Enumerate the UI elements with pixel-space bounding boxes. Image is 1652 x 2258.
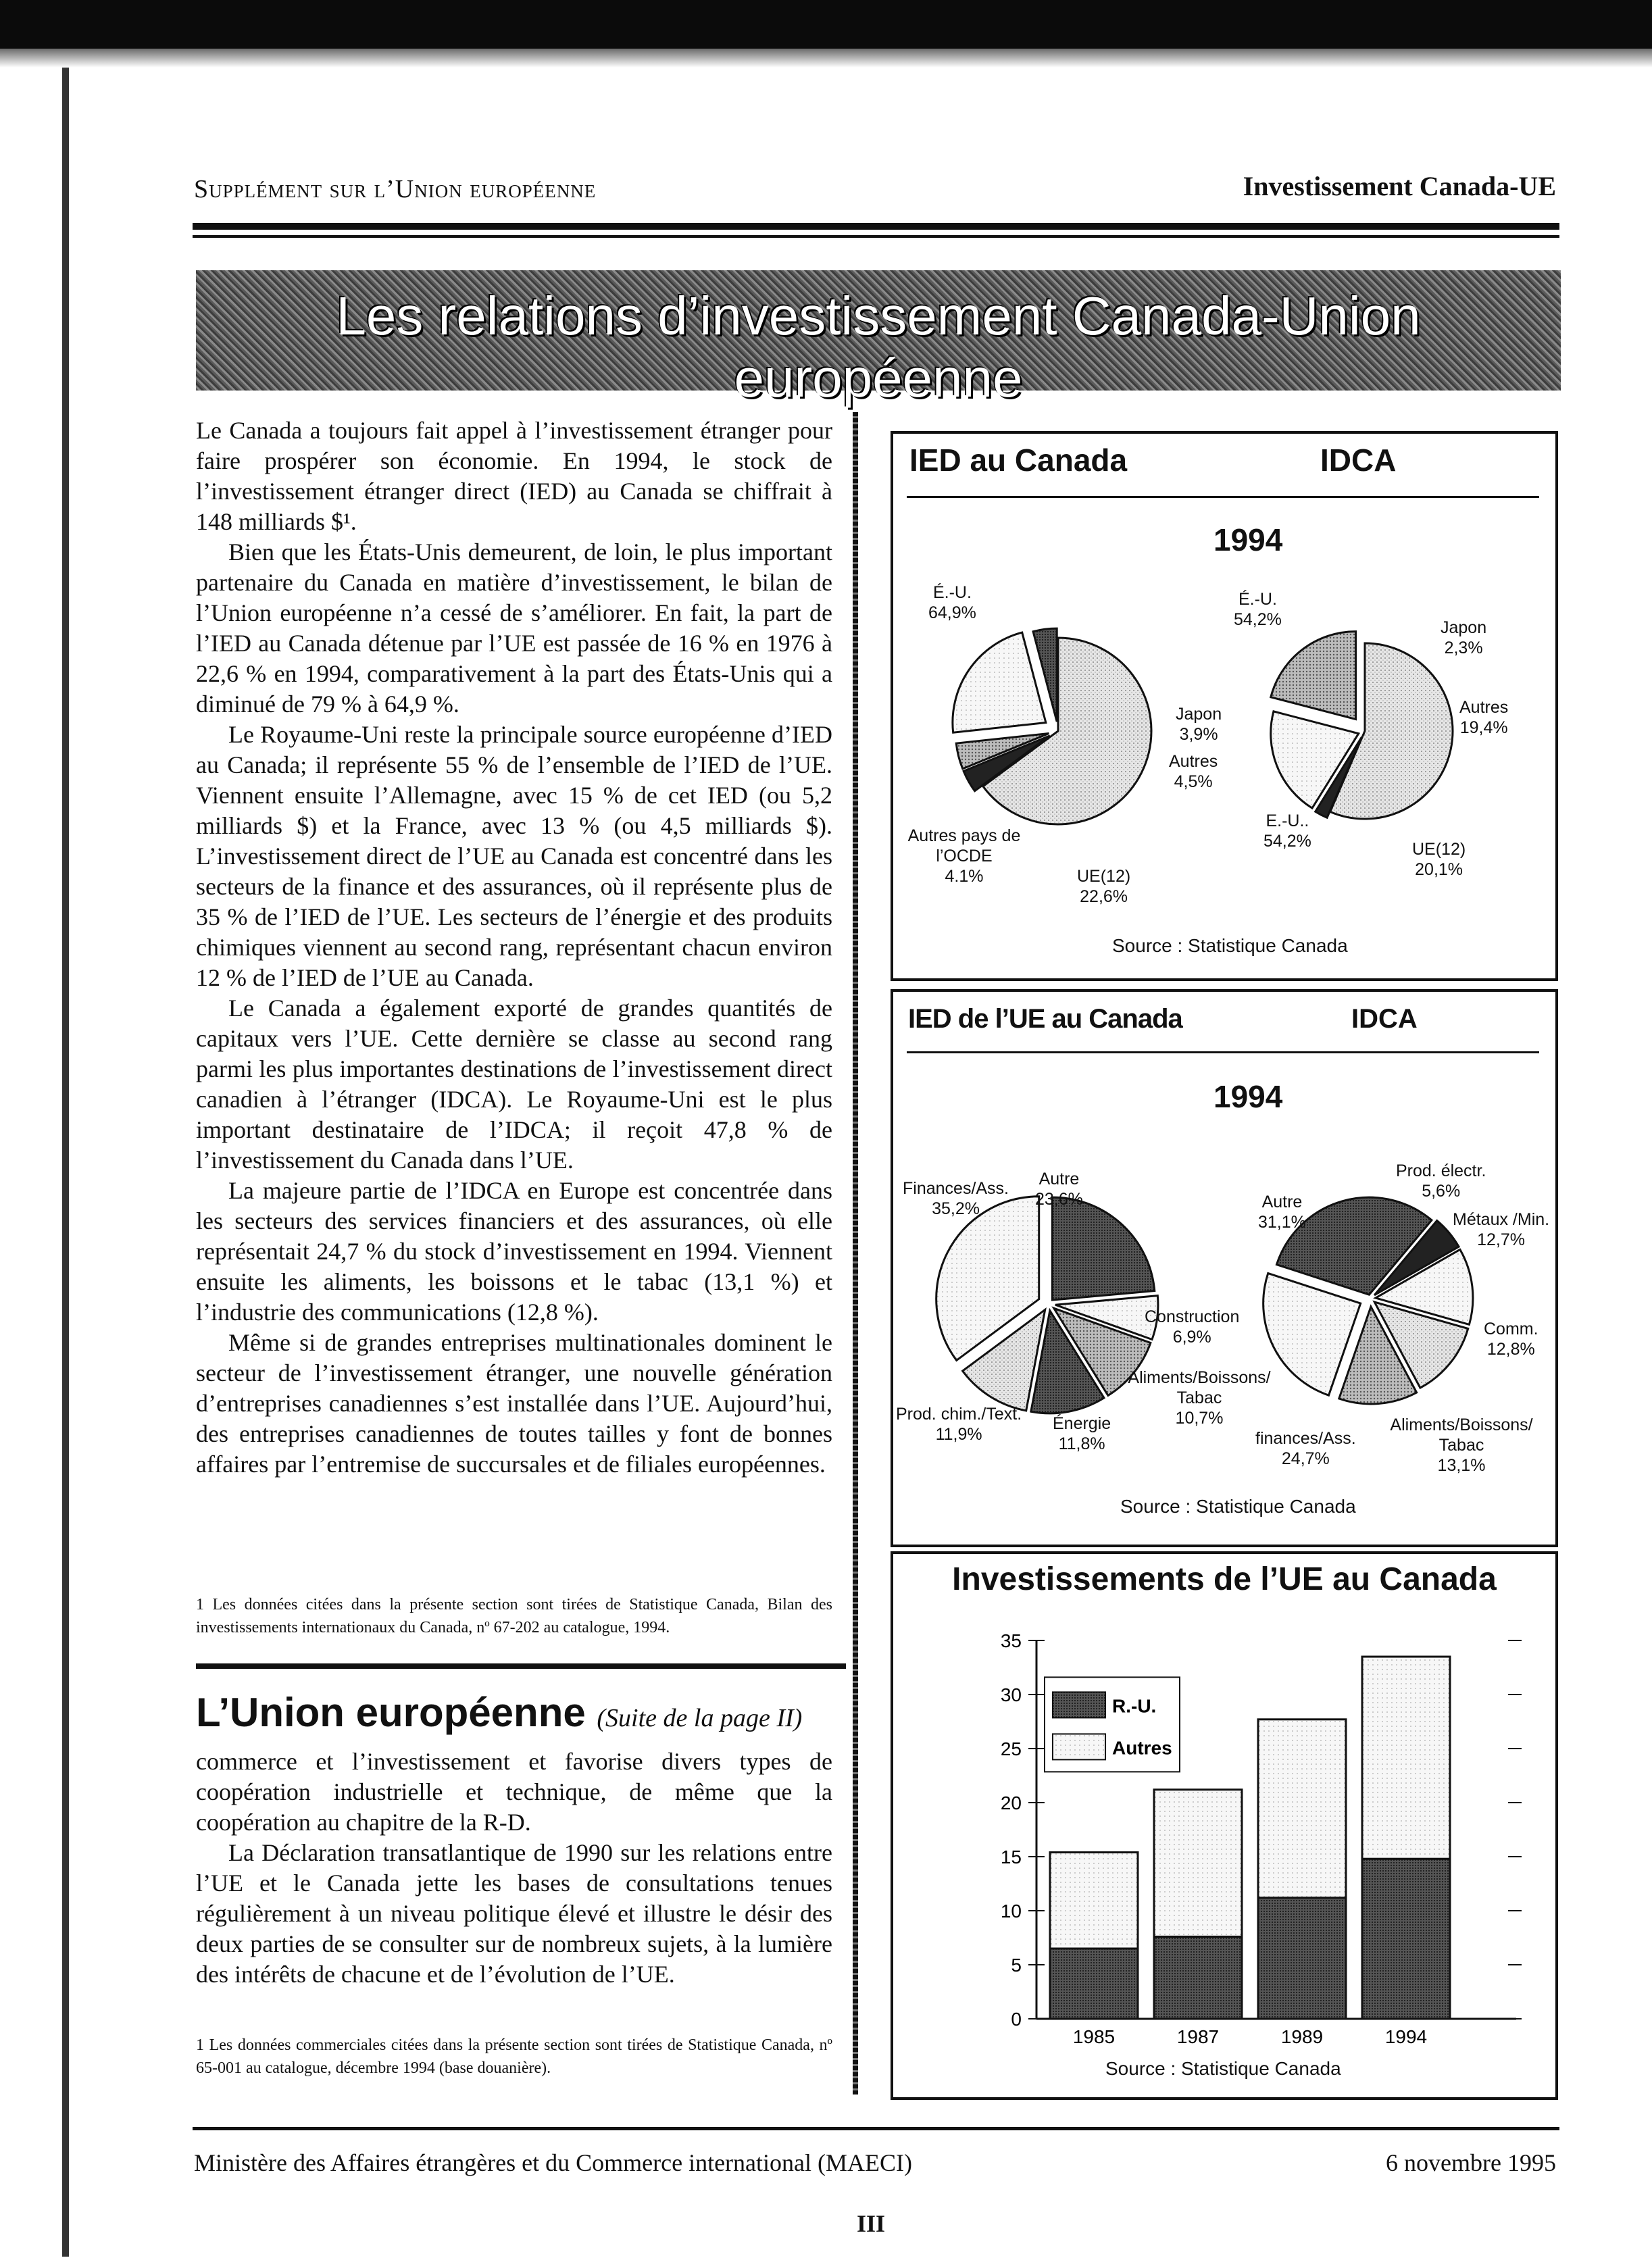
article-body — [196, 416, 832, 1480]
label-text: Prod. chim./Text. — [896, 1405, 1022, 1424]
article-paragraph: Bien que les États-Unis demeurent, de loin, le plus important partenaire du Canada en matière d’investissement, le bilan de l’Union européenne n’a cessé de s’améliorer. En fait, la part de l’IED au Canada détenue par l’UE est passée de 16 % en 1976 à 22,6 % en 1994, comparativement à la part des États-Unis qui a diminué de 79 % à 64,9 %. — [196, 538, 832, 718]
x-tick-label: 1987 — [1176, 2026, 1220, 2047]
footer-left: Ministère des Affaires étrangères et du Commerce international (MAECI) — [194, 2149, 912, 2176]
running-header-right: Investissement Canada-UE — [1243, 171, 1556, 201]
label-autres — [1169, 751, 1218, 792]
title-banner — [196, 270, 1561, 408]
label-text: Autres — [1459, 698, 1509, 717]
y-tick-label: 20 — [1000, 1792, 1022, 1813]
chart-year: 1994 — [1213, 522, 1283, 557]
label-text: Finances/Ass. — [903, 1179, 1009, 1198]
label-finances-idca — [1255, 1428, 1356, 1469]
label-value: 23,6% — [1035, 1190, 1083, 1209]
label-comm — [1484, 1319, 1538, 1359]
label-text: Aliments/Boissons/ Tabac — [1128, 1368, 1271, 1407]
label-value: 5,6% — [1422, 1182, 1461, 1201]
label-text: Autres pays de l’OCDE — [907, 826, 1021, 865]
chart-source: Source : Statistique Canada — [1105, 2058, 1341, 2079]
ied-canada-pie — [953, 628, 1151, 824]
label-autre — [1035, 1169, 1083, 1209]
label-text: Autre — [1038, 1170, 1080, 1188]
x-tick-label: 1989 — [1280, 2026, 1324, 2047]
label-text: E.-U.. — [1266, 811, 1309, 830]
label-value: 24,7% — [1281, 1449, 1330, 1468]
label-prodchim — [896, 1404, 1022, 1445]
label-value: 11,8% — [1058, 1434, 1105, 1453]
label-value: 2,3% — [1444, 638, 1483, 657]
label-value: 10,7% — [1175, 1409, 1224, 1428]
label-text: Énergie — [1053, 1414, 1111, 1433]
section-footnote: 1 Les données commerciales citées dans la présente section sont tirées de Statistique Canada, nº 65-001 au catalogue, décembre 1994 (base douanière). — [196, 2036, 832, 2077]
label-text: Aliments/Boissons/ Tabac — [1390, 1415, 1533, 1455]
banner-title: Les relations d’investissement Canada-Union européenne — [336, 286, 1421, 408]
label-text: finances/Ass. — [1255, 1429, 1356, 1448]
article-paragraph: Le Canada a toujours fait appel à l’investissement étranger pour faire prospérer son économie. En 1994, le stock de l’investissement étranger direct (IED) au Canada se chiffrait à 148 milliards $¹. — [196, 417, 832, 535]
label-value: 11,9% — [935, 1425, 982, 1444]
label-value: 4.1% — [945, 867, 984, 886]
y-tick-label: 35 — [1000, 1630, 1022, 1651]
y-tick-label: 25 — [1000, 1738, 1022, 1759]
chart-source: Source : Statistique Canada — [1112, 935, 1348, 956]
label-text: Prod. électr. — [1396, 1161, 1486, 1180]
article-paragraph: La majeure partie de l’IDCA en Europe est concentrée dans les secteurs des services financiers et des assurances, où elle représentait 24,7 % du stock d’investissement en 1994. Viennent ensuite les aliments, les boissons et le tabac (13,1 %) et l’industrie des communications (12,8 %). — [196, 1177, 832, 1326]
label-metaux — [1453, 1209, 1549, 1250]
bar-autres — [1362, 1657, 1450, 1859]
label-text: UE(12) — [1412, 840, 1466, 859]
y-tick-label: 10 — [1000, 1901, 1022, 1922]
label-text: Métaux /Min. — [1453, 1210, 1550, 1229]
bar-ru — [1154, 1936, 1242, 2019]
chart-source: Source : Statistique Canada — [1120, 1496, 1356, 1517]
section-subtitle: (Suite de la page II) — [597, 1704, 803, 1732]
label-value: 12,8% — [1486, 1340, 1535, 1359]
label-ocde — [907, 826, 1022, 886]
label-idca-ue12 — [1412, 839, 1466, 880]
label-value: 13,1% — [1437, 1456, 1486, 1475]
article-paragraph: Le Royaume-Uni reste la principale source européenne d’IED au Canada; il représente 55 % de l’ensemble de l’IED de l’UE. Viennent ensuite l’Allemagne, avec 15 % de cet IED (ou 5,2 milliards $) et la France, avec 13 % (ou 4,5 milliards $). L’investissement direct de l’UE au Canada est concentré dans les secteurs de la finance et des assurances, où il représente plus de 35 % de l’IED de l’UE. Les secteurs de l’énergie et des produits chimiques viennent au second rang, représentant chacun environ 12 % de l’IED de l’UE au Canada. — [196, 721, 832, 991]
section-title-text: L’Union européenne — [196, 1690, 586, 1735]
label-value: 31,1% — [1258, 1213, 1306, 1232]
label-value: 6,9% — [1172, 1328, 1211, 1347]
label-aliments-idca — [1384, 1415, 1539, 1476]
ied-canada-title: IED au Canada — [909, 443, 1128, 478]
page-number: III — [857, 2210, 886, 2237]
label-idca-japon — [1441, 618, 1486, 658]
y-tick-label: 15 — [1000, 1847, 1022, 1867]
label-idca-eu — [1234, 589, 1282, 630]
bar-autres — [1258, 1720, 1346, 1898]
label-text: Japon — [1176, 705, 1222, 724]
label-text: UE(12) — [1077, 867, 1131, 886]
legend-label-ru: R.-U. — [1112, 1695, 1157, 1717]
pie-slice — [1271, 632, 1356, 720]
ied-pies-svg — [893, 434, 1555, 978]
label-value: 4,5% — [1174, 772, 1213, 791]
section-title — [196, 1689, 802, 1736]
x-tick-label: 1994 — [1384, 2026, 1428, 2047]
scan-left-edge — [62, 68, 69, 2257]
article-paragraph: Le Canada a également exporté de grandes quantités de capitaux vers l’UE. Cette dernière se classe au second rang parmi les plus importantes destinations de l’investissement direct canadien à l’étranger (IDCA). Le Royaume-Uni est le plus important destinataire de l’IDCA; il reçoit 47,8 % de l’investissement du Canada dans l’UE. — [196, 995, 832, 1174]
label-prodelectr — [1396, 1161, 1486, 1201]
section-body — [196, 1747, 832, 1990]
idca-title: IDCA — [1320, 443, 1397, 478]
y-tick-label: 0 — [1011, 2009, 1022, 2030]
label-value: 12,7% — [1477, 1230, 1525, 1249]
label-ue12 — [1077, 866, 1130, 907]
section-paragraph: commerce et l’investissement et favorise divers types de coopération industrielle et technique, de même que la coopération au chapitre de la R-D. — [196, 1748, 832, 1836]
bar-chart-title: Investissements de l’UE au Canada — [952, 1561, 1497, 1597]
article-paragraph: Même si de grandes entreprises multinationales dominent le secteur de l’investissement étranger, une nouvelle génération d’entreprises canadiennes s’est installée dans l’UE. Aujourd’hui, des entreprises canadiennes de toutes tailles y font de bonnes affaires par l’entremise de succursales et de filiales européennes. — [196, 1329, 832, 1478]
y-tick-label: 30 — [1000, 1684, 1022, 1705]
label-value: 19,4% — [1459, 718, 1508, 737]
bar-chart-panel — [891, 1551, 1558, 2100]
label-finances — [903, 1178, 1009, 1219]
label-construction — [1145, 1307, 1239, 1347]
bar-autres — [1050, 1853, 1138, 1949]
label-japon — [1176, 704, 1222, 745]
label-value: 3,9% — [1179, 725, 1218, 744]
bar-ru — [1258, 1898, 1346, 2019]
pie-slice — [1052, 1197, 1154, 1300]
label-text: É.-U. — [1238, 590, 1277, 609]
label-idca-eu-dup — [1263, 811, 1311, 851]
column-divider — [853, 412, 858, 2094]
footer-rule — [193, 2127, 1559, 2130]
y-tick-label: 5 — [1011, 1955, 1022, 1976]
label-text: É.-U. — [932, 583, 972, 602]
label-value: 64,9% — [928, 603, 976, 622]
article-footnote: 1 Les données citées dans la présente section sont tirées de Statistique Canada, Bilan des investissements internationaux du Canada, nº 67-202 au catalogue, 1994. — [196, 1596, 832, 1636]
legend-swatch-autres — [1053, 1734, 1105, 1759]
chart-year: 1994 — [1213, 1079, 1283, 1114]
legend-label-autres: Autres — [1112, 1737, 1172, 1759]
label-text: Autres — [1169, 752, 1218, 771]
label-autre-idca — [1258, 1192, 1306, 1232]
label-value: 22,6% — [1080, 887, 1128, 906]
ied-ue-panel — [891, 989, 1558, 1547]
label-eu — [928, 582, 976, 623]
label-value: 35,2% — [932, 1199, 980, 1218]
header-rule — [193, 223, 1559, 230]
label-value: 54,2% — [1234, 610, 1282, 629]
pie-slice — [953, 632, 1046, 732]
label-energie — [1053, 1413, 1111, 1454]
ied-canada-panel — [891, 431, 1558, 981]
label-value: 20,1% — [1415, 860, 1463, 879]
ied-ue-title: IED de l’UE au Canada — [908, 1004, 1182, 1034]
label-aliments — [1122, 1368, 1277, 1428]
scan-top-edge — [0, 0, 1652, 49]
label-text: Comm. — [1484, 1320, 1538, 1338]
bar-autres — [1154, 1790, 1242, 1937]
bar-chart-svg — [893, 1554, 1555, 2097]
x-tick-label: 1985 — [1072, 2026, 1116, 2047]
label-text: Japon — [1441, 618, 1487, 637]
idca-pie — [1271, 632, 1453, 819]
scan-top-shadow — [0, 49, 1652, 68]
label-text: Autre — [1261, 1193, 1303, 1211]
section-divider — [196, 1663, 846, 1669]
running-header-left: Supplément sur l’Union européenne — [194, 175, 597, 203]
section-paragraph: La Déclaration transatlantique de 1990 sur les relations entre l’UE et le Canada jette les bases de consultations tenues régulièrement à un niveau politique élevé et illustre le désir des deux parties de se consulter sur de nombreux sujets, à la lumière des intérêts de chacune et de l’évolution de l’UE. — [196, 1839, 832, 1988]
label-text: Construction — [1145, 1307, 1240, 1326]
legend-swatch-ru — [1053, 1692, 1105, 1717]
label-idca-autres — [1459, 697, 1508, 738]
bar-ru — [1050, 1949, 1138, 2019]
bar-ru — [1362, 1859, 1450, 2019]
idca-title-2: IDCA — [1351, 1004, 1418, 1034]
label-value: 54,2% — [1263, 832, 1311, 851]
header-rule-thin — [193, 235, 1559, 238]
footer-date: 6 novembre 1995 — [1386, 2149, 1556, 2176]
